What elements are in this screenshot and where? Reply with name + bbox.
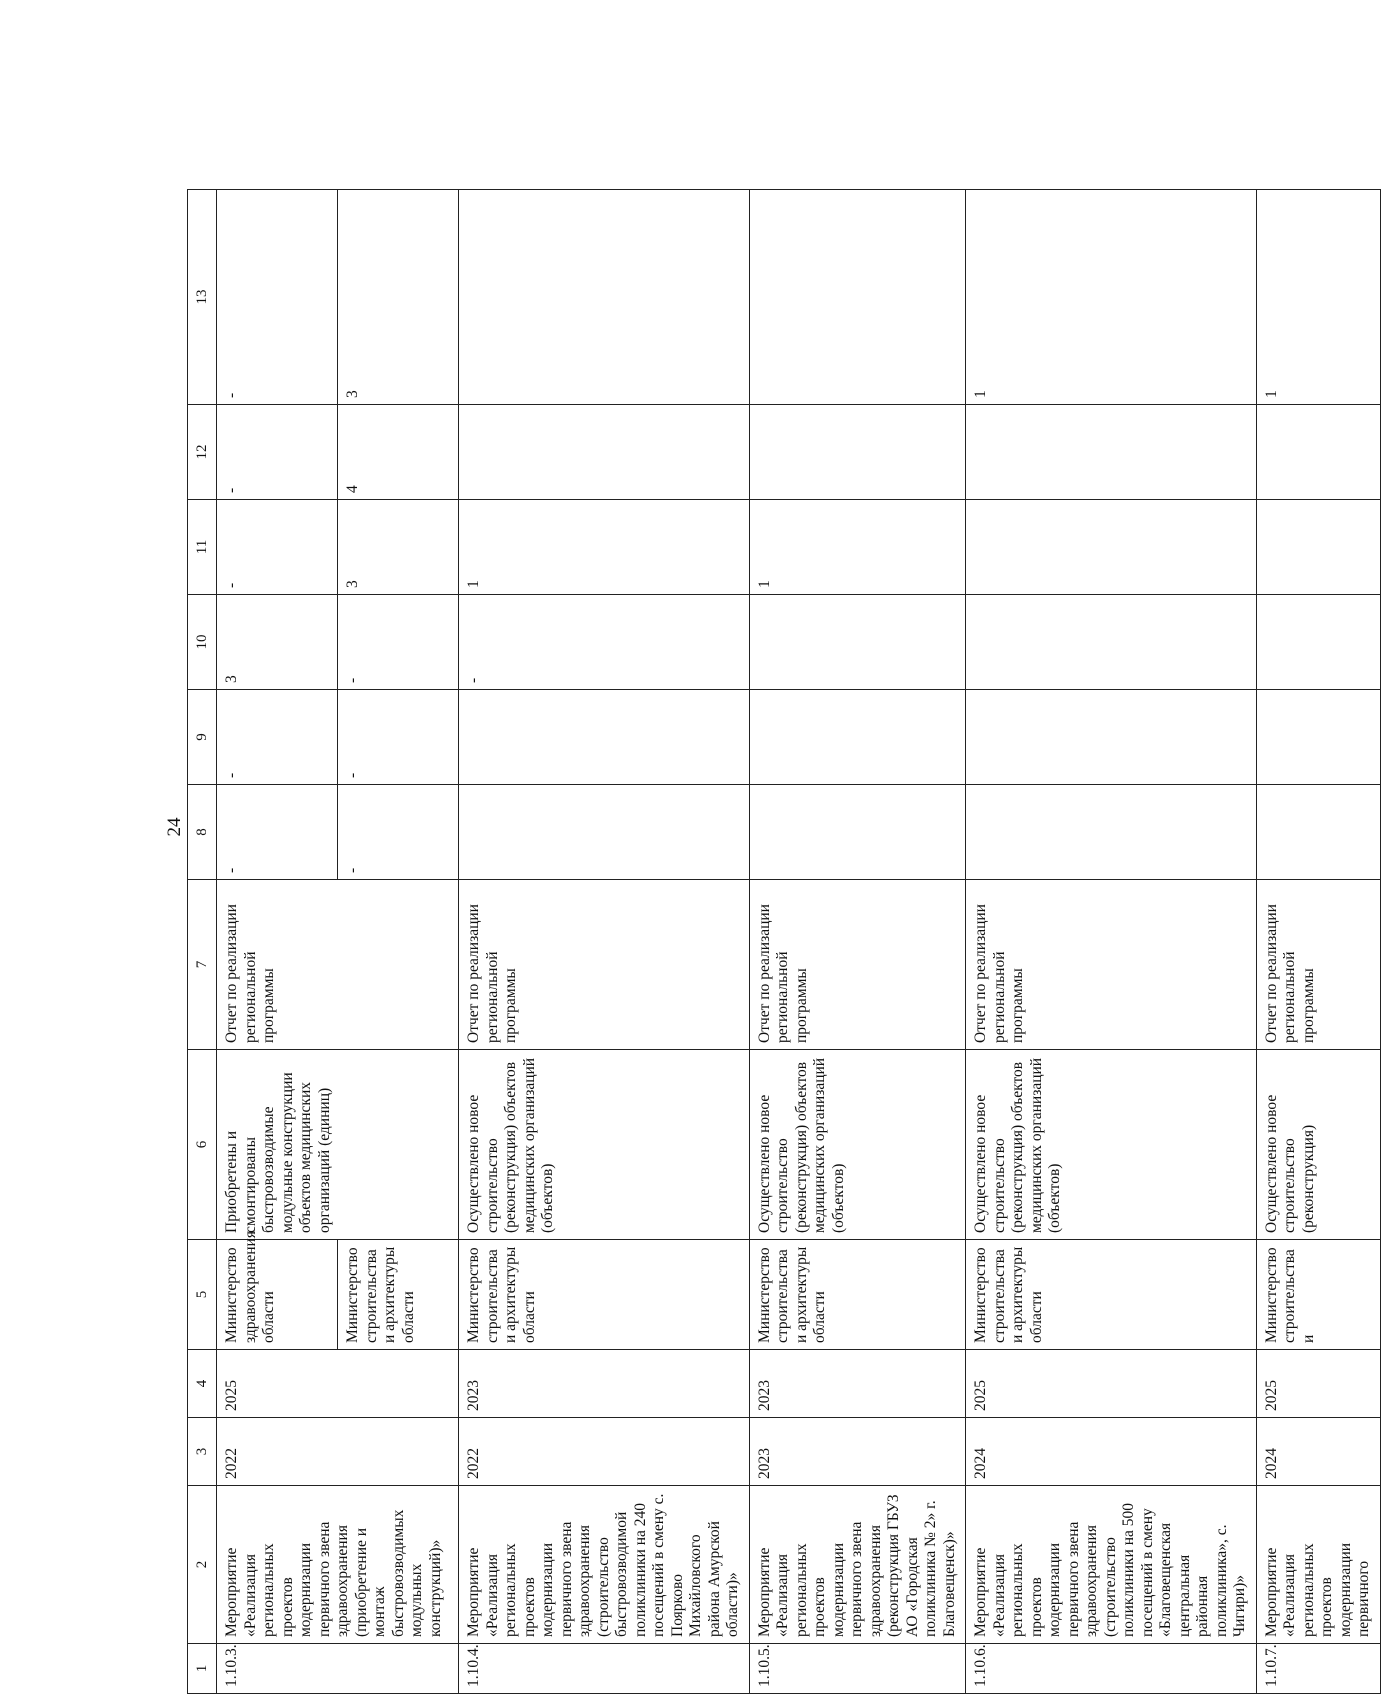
value-cell: 3 — [338, 500, 459, 595]
value-cell — [1256, 595, 1380, 690]
result-description: Осуществлено новое строительство (реконструкция) — [1256, 1050, 1380, 1240]
value-cell — [749, 190, 966, 405]
table-row — [459, 190, 750, 1694]
header-cell: 13 — [188, 190, 217, 405]
header-cell: 9 — [188, 690, 217, 785]
row-number: 1.10.4. — [459, 1644, 750, 1694]
header-cell: 1 — [188, 1644, 217, 1694]
start-year: 2023 — [749, 1418, 966, 1486]
result-description: Осуществлено новое строительство (реконструкция) объектов медицинских организаций (объектов) — [966, 1050, 1257, 1240]
start-year: 2022 — [459, 1418, 750, 1486]
value-cell — [966, 785, 1257, 880]
value-cell — [1256, 690, 1380, 785]
header-cell: 11 — [188, 500, 217, 595]
row-number: 1.10.7. — [1256, 1644, 1380, 1694]
event-name: Мероприятие «Реализация региональных проектов модернизации первичного звена здравоохранения (реконструкция ГБУЗ АО «Городская поликлиника № 2» г. Благовещенск)» — [749, 1486, 966, 1644]
value-cell — [459, 785, 750, 880]
executor: Министерство строительства и — [1256, 1240, 1380, 1350]
result-description: Осуществлено новое строительство (реконструкция) объектов медицинских организаций (объектов) — [459, 1050, 750, 1240]
value-cell — [459, 690, 750, 785]
header-cell: 5 — [188, 1240, 217, 1350]
result-description: Осуществлено новое строительство (реконструкция) объектов медицинских организаций (объектов) — [749, 1050, 966, 1240]
value-cell: - — [217, 785, 338, 880]
value-cell — [749, 595, 966, 690]
value-cell — [459, 405, 750, 500]
page-number: 24 — [164, 817, 185, 837]
executor: Министерство строительства и архитектуры области — [338, 1240, 459, 1350]
executor: Министерство здравоохранения области — [217, 1240, 338, 1350]
event-name: Мероприятие «Реализация региональных проектов модернизации первичного — [1256, 1486, 1380, 1644]
report-form: Отчет по реализации региональной программы — [459, 880, 750, 1050]
value-cell: - — [338, 785, 459, 880]
value-cell: 3 — [338, 190, 459, 405]
start-year: 2022 — [217, 1418, 459, 1486]
end-year: 2025 — [966, 1350, 1257, 1418]
header-cell: 2 — [188, 1486, 217, 1644]
document-table-wrapper — [187, 190, 1372, 1694]
header-cell: 12 — [188, 405, 217, 500]
value-cell: 1 — [459, 500, 750, 595]
value-cell — [966, 500, 1257, 595]
table-row — [966, 190, 1257, 1694]
start-year: 2024 — [1256, 1418, 1380, 1486]
executor: Министерство строительства и архитектуры области — [966, 1240, 1257, 1350]
row-number: 1.10.5. — [749, 1644, 966, 1694]
row-number: 1.10.6. — [966, 1644, 1257, 1694]
executor: Министерство строительства и архитектуры области — [749, 1240, 966, 1350]
value-cell: 4 — [338, 405, 459, 500]
value-cell — [1256, 405, 1380, 500]
end-year: 2023 — [459, 1350, 750, 1418]
table-row — [1256, 190, 1380, 1694]
value-cell — [749, 785, 966, 880]
value-cell: - — [459, 595, 750, 690]
value-cell — [749, 690, 966, 785]
report-form: Отчет по реализации региональной программы — [749, 880, 966, 1050]
end-year: 2023 — [749, 1350, 966, 1418]
report-form: Отчет по реализации региональной программы — [217, 880, 459, 1050]
program-table — [187, 189, 1381, 1694]
event-name: Мероприятие «Реализация региональных проектов модернизации первичного звена здравоохранения (строительство поликлиники на 500 посещений в смену «Благовещенская центральная районная поликлиника», с. Чигири)» — [966, 1486, 1257, 1644]
value-cell: 1 — [749, 500, 966, 595]
result-description: Приобретены и смонтированы быстровозводимые модульные конструкции объектов медицинских организаций (единиц) — [217, 1050, 459, 1240]
value-cell — [966, 405, 1257, 500]
header-cell: 8 — [188, 785, 217, 880]
value-cell: - — [217, 500, 338, 595]
value-cell: - — [217, 190, 338, 405]
header-row — [188, 190, 217, 1694]
start-year: 2024 — [966, 1418, 1257, 1486]
table-row — [749, 190, 966, 1694]
row-number: 1.10.3. — [217, 1644, 459, 1694]
header-cell: 4 — [188, 1350, 217, 1418]
executor: Министерство строительства и архитектуры области — [459, 1240, 750, 1350]
report-form: Отчет по реализации региональной программы — [966, 880, 1257, 1050]
value-cell: - — [217, 690, 338, 785]
value-cell: - — [338, 595, 459, 690]
report-form: Отчет по реализации региональной программы — [1256, 880, 1380, 1050]
event-name: Мероприятие «Реализация региональных проектов модернизации первичного звена здравоохранения (строительство быстровозводимой поликлиники на 240 посещений в смену с. Поярково Михайловского района Амурской области)» — [459, 1486, 750, 1644]
end-year: 2025 — [217, 1350, 459, 1418]
header-cell: 3 — [188, 1418, 217, 1486]
event-name: Мероприятие «Реализация региональных проектов модернизации первичного звена здравоохранения (приобретение и монтаж быстровозводимых модульных конструкций)» — [217, 1486, 459, 1644]
value-cell — [966, 690, 1257, 785]
header-cell: 6 — [188, 1050, 217, 1240]
value-cell — [966, 595, 1257, 690]
value-cell — [1256, 500, 1380, 595]
value-cell: - — [217, 405, 338, 500]
value-cell: 1 — [966, 190, 1257, 405]
end-year: 2025 — [1256, 1350, 1380, 1418]
value-cell — [1256, 785, 1380, 880]
header-cell: 10 — [188, 595, 217, 690]
value-cell — [459, 190, 750, 405]
value-cell: 3 — [217, 595, 338, 690]
table-row — [217, 190, 338, 1694]
value-cell: 1 — [1256, 190, 1380, 405]
value-cell: - — [338, 690, 459, 785]
header-cell: 7 — [188, 880, 217, 1050]
value-cell — [749, 405, 966, 500]
